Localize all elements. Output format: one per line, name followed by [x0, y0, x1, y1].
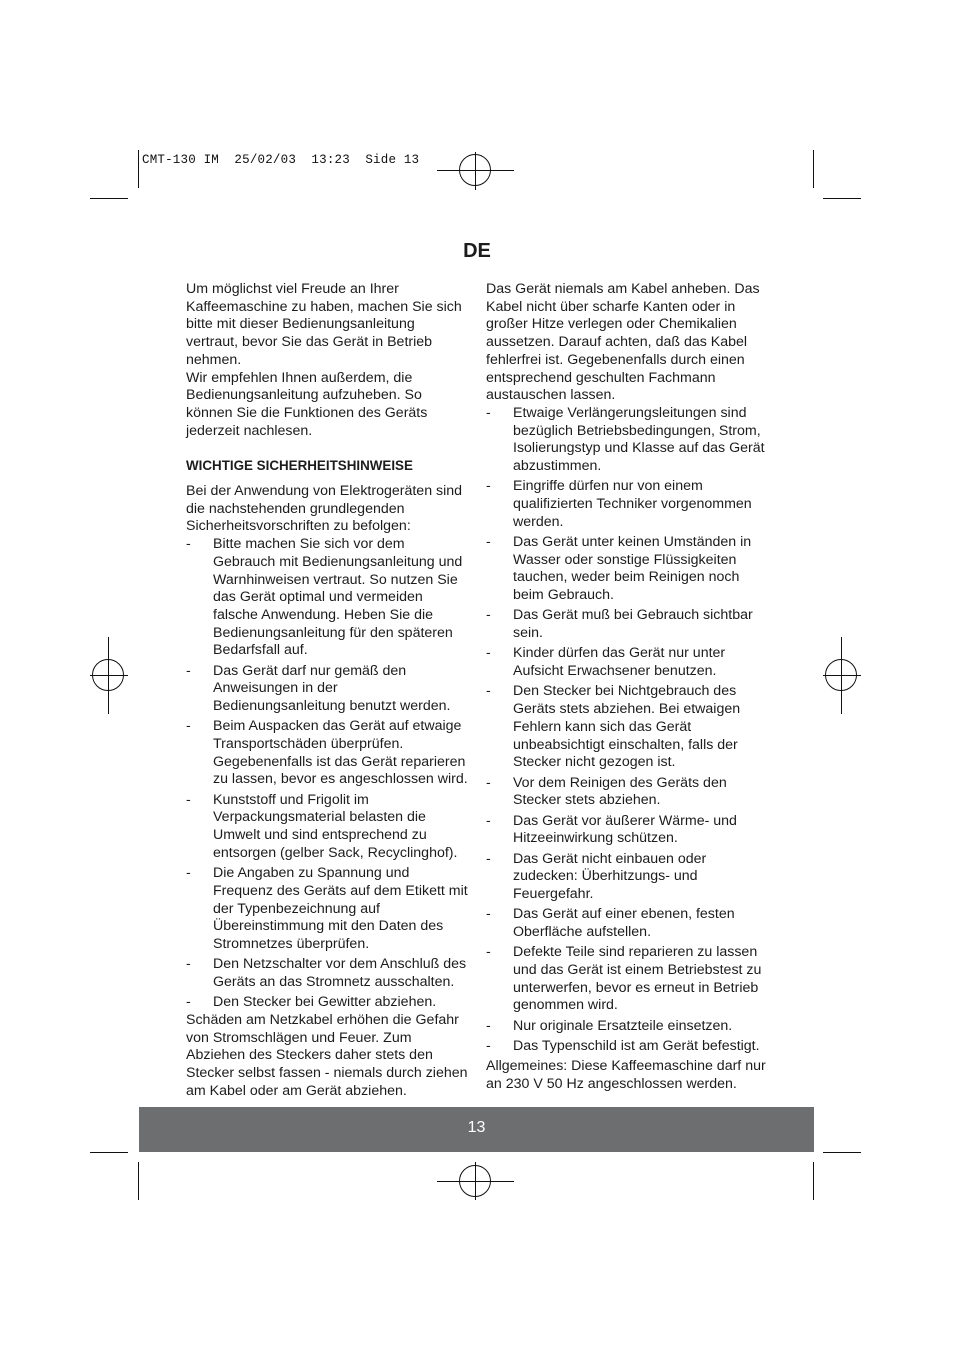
section-intro: Bei der Anwendung von Elektrogeräten sind die nachstehenden grundlegenden Sicherheitsvorschriften zu befolgen: [186, 483, 463, 535]
closing-paragraph: Allgemeines: Diese Kaffeemaschine darf nur an 230 V 50 Hz angeschlossen werden. [486, 1058, 766, 1092]
left-column [186, 281, 470, 1101]
list-item: - Das Gerät muß bei Gebrauch sichtbar sein. [486, 607, 768, 642]
list-item: - Defekte Teile sind reparieren zu lassen und das Gerät ist einem Betriebstest zu unterwerfen, bevor es erneut in Betrieb genommen wird. [486, 944, 768, 1015]
list-item: - Vor dem Reinigen des Geräts den Stecker stets abziehen. [486, 775, 768, 810]
list-item: - Kunststoff und Frigolit im Verpackungsmaterial belasten die Umwelt und sind entsprechend zu entsorgen (gelber Sack, Recyclinghof). [186, 792, 470, 863]
closing-paragraph: Schäden am Netzkabel erhöhen die Gefahr von Stromschlägen und Feuer. Zum Abziehen des Steckers daher stets den Stecker selbst fassen - niemals durch ziehen am Kabel oder am Gerät abziehen. [186, 1011, 468, 1099]
list-item: - Die Angaben zu Spannung und Frequenz des Geräts auf dem Etikett mit der Typenbezeichnung auf Übereinstimmung mit den Daten des Stromnetzes überprüfen. [186, 865, 470, 954]
list-item: - Das Gerät unter keinen Umständen in Wasser oder sonstige Flüssigkeiten tauchen, weder beim Reinigen noch beim Gebrauch. [486, 534, 768, 605]
cable-paragraph: Das Gerät niemals am Kabel anheben. Das Kabel nicht über scharfe Kanten oder in großer Hitze verlegen oder Chemikalien aussetzen. Darauf achten, daß das Kabel fehlerfrei ist. Gegebenenfalls durch einen entsprechend geschulten Fachmann austauschen lassen. [486, 281, 760, 404]
list-item: - Nur originale Ersatzteile einsetzen. [486, 1018, 768, 1036]
list-item: - Den Netzschalter vor dem Anschluß des Geräts an das Stromnetz ausschalten. [186, 956, 470, 991]
section-heading: WICHTIGE SICHERHEITSHINWEISE [186, 458, 413, 474]
language-heading: DE [463, 240, 491, 262]
list-item: - Das Gerät auf einer ebenen, festen Oberfläche aufstellen. [486, 906, 768, 941]
list-item: - Etwaige Verlängerungsleitungen sind bezüglich Betriebsbedingungen, Strom, Isolierungstyp und Klasse auf das Gerät abzustimmen. [486, 405, 768, 476]
list-item: - Den Stecker bei Nichtgebrauch des Geräts stets abziehen. Bei etwaigen Fehlern kann sich das Gerät unbeabsichtigt einschalten, falls der Stecker nicht gezogen ist. [486, 683, 768, 772]
intro-paragraph-2: Wir empfehlen Ihnen außerdem, die Bedienungsanleitung aufzuheben. So können Sie die Funktionen des Geräts jederzeit nachlesen. [186, 369, 428, 439]
page-number: 13 [467, 1119, 486, 1136]
print-slug: CMT-130 IM 25/02/03 13:23 Side 13 [142, 153, 420, 167]
list-item: - Das Gerät darf nur gemäß den Anweisungen in der Bedienungsanleitung benutzt werden. [186, 663, 470, 716]
list-item: - Den Stecker bei Gewitter abziehen. [186, 994, 470, 1012]
right-column [486, 281, 768, 1094]
list-item: - Bitte machen Sie sich vor dem Gebrauch mit Bedienungsanleitung und Warnhinweisen vertraut. So nutzen Sie das Gerät optimal und vermeiden falsche Anwendung. Heben Sie die Bedienungsanleitung für den späteren Bedarfsfall auf. [186, 536, 470, 660]
safety-list-left [186, 536, 470, 1012]
safety-list-right [486, 405, 768, 1056]
list-item: - Kinder dürfen das Gerät nur unter Aufsicht Erwachsener benutzen. [486, 645, 768, 680]
list-item: - Das Gerät nicht einbauen oder zudecken: Überhitzungs- und Feuergefahr. [486, 851, 768, 904]
list-item: - Das Gerät vor äußerer Wärme- und Hitzeeinwirkung schützen. [486, 813, 768, 848]
list-item: - Beim Auspacken das Gerät auf etwaige Transportschäden überprüfen. Gegebenenfalls ist das Gerät reparieren zu lassen, bevor es angeschlossen wird. [186, 718, 470, 789]
list-item: - Eingriffe dürfen nur von einem qualifizierten Techniker vorgenommen werden. [486, 478, 768, 531]
footer-bar [139, 1107, 814, 1152]
list-item: - Das Typenschild ist am Gerät befestigt. [486, 1038, 768, 1056]
intro-paragraph: Um möglichst viel Freude an Ihrer Kaffeemaschine zu haben, machen Sie sich bitte mit dieser Bedienungsanleitung vertraut, bevor Sie das Gerät in Betrieb nehmen. [186, 281, 462, 368]
